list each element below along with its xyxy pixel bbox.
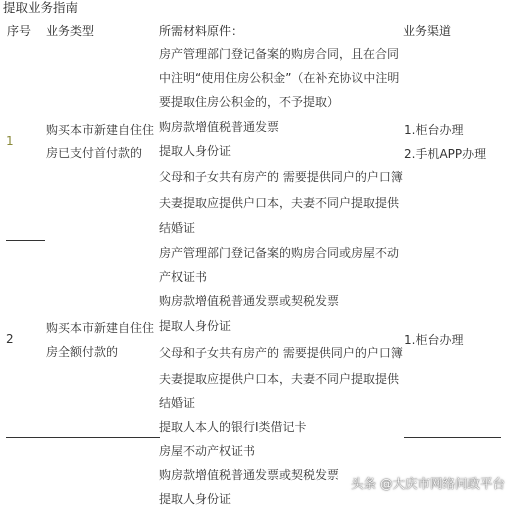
row-divider: [6, 240, 45, 241]
row1-seq: 1: [6, 134, 14, 148]
row2-materials-line: 提取人身份证: [159, 319, 232, 333]
row1-channel-line: 1.柜台办理: [404, 123, 464, 137]
row1-materials-line: 结婚证: [159, 221, 196, 235]
row1-materials-line: 夫妻提取应提供户口本，夫妻不同户提取提供: [159, 196, 400, 210]
page-title: 提取业务指南: [3, 0, 79, 15]
row2-materials-line: 产权证书: [159, 270, 208, 284]
watermark-text: 头条 @大庆市网络问政平台: [351, 476, 505, 491]
row1-materials-line: 父母和子女共有房产的 需要提供同户的户口簿: [159, 170, 403, 184]
row3-materials-line: 房屋不动产权证书: [159, 444, 256, 458]
row2-materials-line: 提取人本人的银行I类借记卡: [159, 420, 307, 434]
row2-type-line: 购买本市新建自住住: [46, 321, 155, 335]
row1-type-line: 房已支付首付款的: [46, 146, 143, 160]
row1-materials-line: 要提取住房公积金的，不予提取）: [159, 95, 340, 109]
row2-materials-line: 父母和子女共有房产的 需要提供同户的户口簿: [159, 346, 403, 360]
row-divider: [6, 437, 160, 438]
row1-materials-line: 中注明“使用住房公积金”（在补充协议中注明: [159, 71, 400, 85]
row1-type-line: 购买本市新建自住住: [46, 123, 155, 137]
row2-materials-line: 购房款增值税普通发票或契税发票: [159, 294, 340, 308]
row2-materials-line: 房产管理部门登记备案的购房合同或房屋不动: [159, 246, 400, 260]
row3-materials-line: 提取人身份证: [159, 492, 232, 506]
watermark: [333, 474, 505, 492]
row2-materials-line: 夫妻提取应提供户口本，夫妻不同户提取提供: [159, 372, 400, 386]
row1-channel-line: 2.手机APP办理: [404, 147, 487, 161]
header-type: 业务类型: [46, 24, 95, 38]
row-divider: [404, 437, 501, 438]
header-seq: 序号: [7, 24, 32, 38]
toutiao-logo-icon: [333, 476, 347, 490]
row2-type-line: 房全额付款的: [46, 345, 119, 359]
row2-materials-line: 结婚证: [159, 396, 196, 410]
row2-seq: 2: [6, 332, 14, 346]
row3-materials-line: 购房款增值税普通发票或契税发票: [159, 468, 340, 482]
row1-materials-line: 购房款增值税普通发票: [159, 120, 280, 134]
row1-materials-line: 提取人身份证: [159, 144, 232, 158]
row2-channel-line: 1.柜台办理: [404, 333, 464, 347]
header-channel: 业务渠道: [403, 24, 452, 38]
header-materials: 所需材料原件：: [159, 24, 244, 38]
row1-materials-line: 房产管理部门登记备案的购房合同，且在合同: [159, 47, 400, 61]
